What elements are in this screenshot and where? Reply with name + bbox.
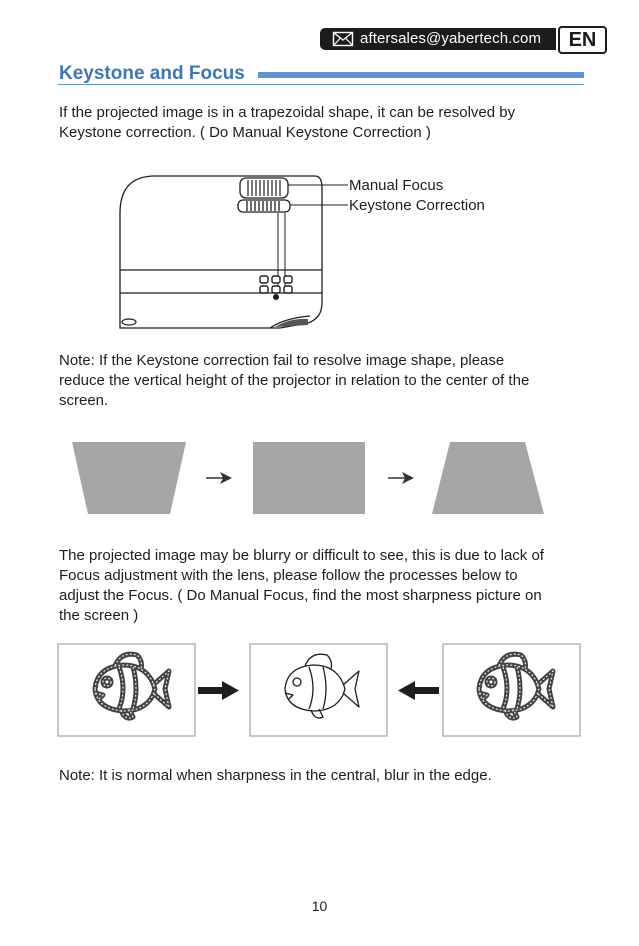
keystone-note-line-2: reduce the vertical height of the projector in relation to the center of the <box>59 372 530 389</box>
intro-line-1: If the projected image is in a trapezoidal shape, it can be resolved by <box>59 104 516 121</box>
keystone-note <box>59 351 589 411</box>
arrow-left-bold-icon <box>398 681 439 700</box>
envelope-icon <box>333 32 353 46</box>
blurry-fish-frame-right <box>443 644 580 736</box>
focus-paragraph <box>59 546 589 626</box>
language-badge: EN <box>558 26 607 54</box>
focus-line-2: Focus adjustment with the lens, please follow the processes below to <box>59 567 518 584</box>
focus-line-4: the screen ) <box>59 607 139 624</box>
trapezoid-shape <box>432 442 544 514</box>
focus-note-text: Note: It is normal when sharpness in the central, blur in the edge. <box>59 767 492 784</box>
keystone-correction-illustration <box>70 438 550 516</box>
title-underline-rule <box>58 84 584 85</box>
inverted-trapezoid-shape <box>72 442 186 514</box>
keystone-note-line-3: screen. <box>59 392 109 409</box>
arrow-right-bold-icon <box>198 681 239 700</box>
arrow-right-icon <box>206 472 232 484</box>
arrow-right-icon-2 <box>388 472 414 484</box>
manual-focus-label: Manual Focus <box>349 177 444 194</box>
focus-line-3: adjust the Focus. ( Do Manual Focus, find the most sharpness picture on <box>59 587 542 604</box>
blurry-fish-frame-left <box>58 644 195 736</box>
sharp-fish-frame <box>250 644 387 736</box>
intro-paragraph <box>59 103 589 143</box>
focus-line-1: The projected image may be blurry or difficult to see, this is due to lack of <box>59 547 544 564</box>
page-number: 10 <box>311 898 328 914</box>
focus-illustration <box>57 643 583 739</box>
section-title: Keystone and Focus <box>59 63 245 84</box>
keystone-correction-label: Keystone Correction <box>349 197 485 214</box>
projector-diagram <box>110 168 350 333</box>
support-email[interactable]: aftersales@yabertech.com <box>360 30 542 47</box>
keystone-note-line-1: Note: If the Keystone correction fail to resolve image shape, please <box>59 352 505 369</box>
intro-line-2: Keystone correction. ( Do Manual Keystone Correction ) <box>59 124 431 141</box>
title-underline-bar <box>258 72 584 78</box>
rectangle-shape <box>253 442 365 514</box>
focus-note <box>59 766 589 786</box>
